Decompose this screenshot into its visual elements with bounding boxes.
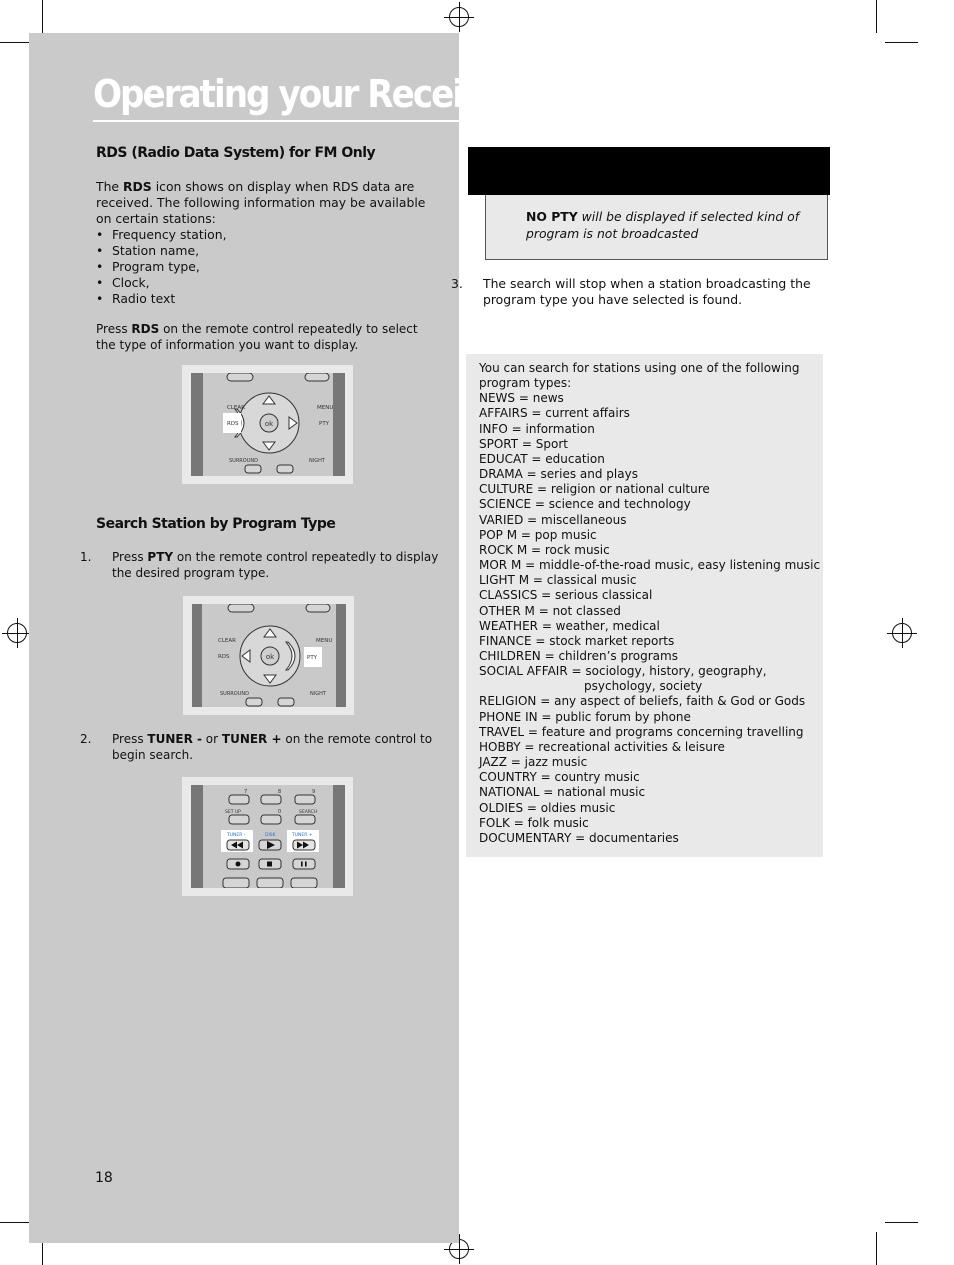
disk-label: DISK bbox=[265, 833, 276, 838]
pty-item: LIGHT M = classical music bbox=[479, 573, 637, 588]
pty-item: DOCUMENTARY = documentaries bbox=[479, 830, 679, 845]
pty-item: WEATHER = weather, medical bbox=[479, 618, 660, 633]
night-label: NIGHT bbox=[309, 458, 325, 464]
num-7-label: 7 bbox=[244, 789, 248, 795]
num-9-label: 9 bbox=[312, 789, 316, 795]
rds-label: RDS bbox=[218, 654, 230, 660]
bullet-item: • Station name, bbox=[96, 243, 200, 258]
pty-item: NEWS = news bbox=[479, 391, 564, 406]
remote-pty-illustration bbox=[183, 596, 354, 715]
pty-item: ROCK M = rock music bbox=[479, 542, 610, 557]
pty-item: JAZZ = jazz music bbox=[479, 755, 588, 770]
pty-item: AFFAIRS = current affairs bbox=[479, 406, 630, 421]
pty-item: RELIGION = any aspect of beliefs, faith & God or Gods bbox=[479, 694, 806, 709]
pty-item: TRAVEL = feature and programs concerning travelling bbox=[479, 724, 804, 739]
pty-types-box bbox=[466, 354, 823, 857]
pty-item: DRAMA = series and plays bbox=[479, 467, 638, 482]
pty-item: COUNTRY = country music bbox=[479, 770, 640, 785]
num-8-label: 8 bbox=[278, 789, 282, 795]
pty-item: HOBBY = recreational activities & leisure bbox=[479, 739, 725, 754]
rds-intro: The RDS icon shows on display when RDS data are received. The following information may be available on certain stations: • Frequency station, • Station name, • Program type, • Clock, • Radio text bbox=[96, 179, 441, 307]
crop-mark bbox=[876, 0, 877, 33]
pty-item: FOLK = folk music bbox=[479, 815, 589, 830]
rds-heading: RDS (Radio Data System) for FM Only bbox=[96, 145, 376, 161]
pty-item: SPORT = Sport bbox=[479, 436, 568, 451]
pty-label: PTY bbox=[319, 421, 330, 427]
menu-label: MENU bbox=[317, 405, 334, 411]
bullet-item: • Frequency station, bbox=[96, 227, 227, 242]
search-label: SEARCH bbox=[299, 810, 318, 815]
crop-mark bbox=[876, 1232, 877, 1265]
search-pty-heading: Search Station by Program Type bbox=[96, 516, 336, 532]
remote-tuner-illustration bbox=[182, 777, 353, 896]
menu-label: MENU bbox=[316, 638, 333, 644]
pty-item: OLDIES = oldies music bbox=[479, 800, 616, 815]
bullet-item: • Radio text bbox=[96, 291, 176, 306]
pty-item: VARIED = miscellaneous bbox=[479, 512, 627, 527]
registration-mark bbox=[7, 623, 27, 643]
pty-item: psychology, society bbox=[584, 679, 703, 694]
surround-label: SURROUND bbox=[220, 691, 249, 697]
pty-item: FINANCE = stock market reports bbox=[479, 633, 675, 648]
step-1: 1. Press PTY on the remote control repeatedly to display the desired program type. bbox=[80, 550, 439, 580]
num-0-label: 0 bbox=[278, 809, 282, 815]
night-label: NIGHT bbox=[310, 691, 326, 697]
pty-item: SOCIAL AFFAIR = sociology, history, geography, bbox=[479, 664, 767, 679]
remote-rds-illustration bbox=[182, 365, 353, 484]
ok-label: ok bbox=[264, 420, 274, 428]
pty-item: EDUCAT = education bbox=[479, 451, 605, 466]
surround-label: SURROUND bbox=[229, 458, 258, 464]
pty-item: MOR M = middle-of-the-road music, easy listening music bbox=[479, 558, 821, 573]
pty-item: CHILDREN = children’s programs bbox=[479, 648, 678, 663]
pty-label: PTY bbox=[307, 655, 318, 661]
pty-item: SCIENCE = science and technology bbox=[479, 497, 691, 512]
stop-icon bbox=[267, 862, 272, 867]
registration-mark bbox=[449, 7, 469, 27]
crop-mark bbox=[885, 42, 918, 43]
record-icon bbox=[236, 862, 241, 867]
page-number: 18 bbox=[95, 1170, 113, 1186]
pty-item: PHONE IN = public forum by phone bbox=[479, 709, 691, 724]
step-2: 2. Press TUNER - or TUNER + on the remote control to begin search. bbox=[80, 732, 433, 762]
pause-icon bbox=[301, 862, 303, 867]
pty-intro: You can search for stations using one of the following program types: bbox=[479, 361, 800, 391]
rds-label: RDS bbox=[227, 421, 239, 427]
ok-label: ok bbox=[265, 653, 275, 661]
pty-item: OTHER M = not classed bbox=[479, 603, 621, 618]
setup-label: SET UP bbox=[225, 810, 241, 815]
clear-label: CLEAR bbox=[227, 405, 245, 411]
header-bar bbox=[468, 147, 830, 195]
registration-mark bbox=[892, 623, 912, 643]
clear-label: CLEAR bbox=[218, 638, 236, 644]
pty-item: POP M = pop music bbox=[479, 527, 597, 542]
pty-item: CULTURE = religion or national culture bbox=[479, 482, 710, 497]
crop-mark bbox=[42, 0, 43, 33]
pty-item: CLASSICS = serious classical bbox=[479, 588, 653, 603]
rds-press-instructions: Press RDS on the remote control repeatedly to select the type of information you want to display. bbox=[96, 322, 418, 352]
tuner-minus-label: TUNER - bbox=[227, 833, 246, 838]
no-pty-note: NO PTY will be displayed if selected kind of program is not broadcasted bbox=[485, 195, 828, 260]
pty-item: INFO = information bbox=[479, 421, 595, 436]
page-title: Operating your Receiver bbox=[93, 72, 519, 116]
bullet-item: • Clock, bbox=[96, 275, 150, 290]
tuner-plus-label: TUNER + bbox=[292, 833, 313, 838]
crop-mark bbox=[885, 1222, 918, 1223]
title-rule bbox=[93, 120, 459, 122]
bullet-item: • Program type, bbox=[96, 259, 200, 274]
step-3: 3. The search will stop when a station broadcasting the program type you have selected is found. bbox=[451, 276, 811, 307]
pty-item: NATIONAL = national music bbox=[479, 785, 646, 800]
